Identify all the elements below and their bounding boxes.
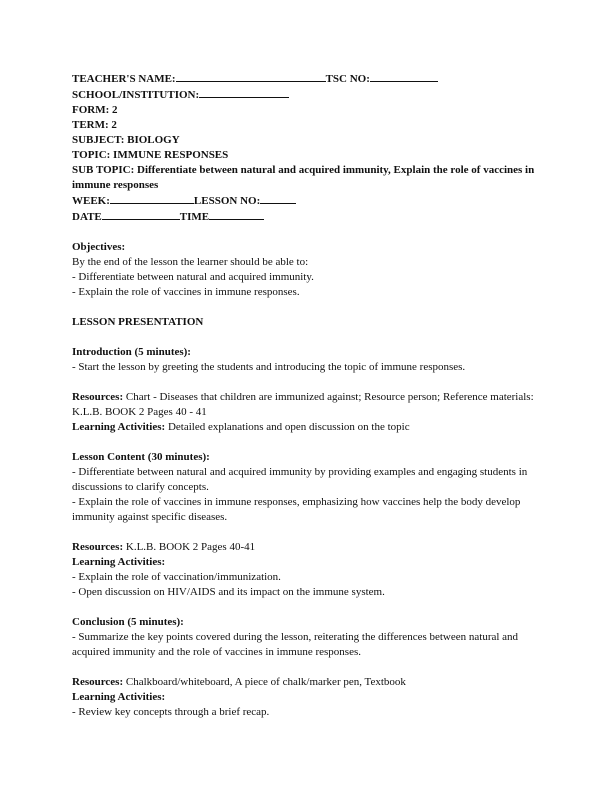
date-label: DATE — [72, 211, 102, 223]
date-row — [72, 209, 542, 225]
learning-activity-item: - Explain the role of vaccination/immunization. — [72, 571, 281, 583]
time-field[interactable] — [209, 209, 264, 220]
conclusion-item: - Summarize the key points covered during the lesson, reiterating the differences between natural and acquired immunity and the role of vaccines in immune responses. — [72, 631, 519, 658]
spacer — [72, 435, 542, 450]
learning-activities-text: Detailed explanations and open discussion on the topic — [165, 421, 410, 433]
form-line: FORM: 2 — [72, 104, 118, 116]
term-line: TERM: 2 — [72, 119, 117, 131]
resources-text: Chalkboard/whiteboard, A piece of chalk/marker pen, Textbook — [123, 676, 406, 688]
lesson-content-section — [72, 450, 542, 600]
teacher-name-field[interactable] — [176, 71, 326, 82]
subject-line: SUBJECT: BIOLOGY — [72, 134, 180, 146]
week-row — [72, 193, 542, 209]
objectives-intro: By the end of the lesson the learner should be able to: — [72, 256, 309, 268]
tsc-no-field[interactable] — [370, 71, 438, 82]
resources-label: Resources: — [72, 391, 124, 403]
introduction-item: - Start the lesson by greeting the students and introducing the topic of immune responses. — [72, 361, 466, 373]
spacer — [72, 375, 542, 390]
sub-topic-line: SUB TOPIC: Differentiate between natural and acquired immunity, Explain the role of vaccines in immune responses — [72, 164, 535, 191]
teacher-name-row — [72, 71, 542, 87]
date-field[interactable] — [102, 209, 180, 220]
learning-activities-label: Learning Activities: — [72, 691, 166, 703]
lesson-plan-document — [72, 71, 542, 720]
objectives-section — [72, 240, 542, 300]
school-field[interactable] — [199, 87, 289, 98]
resources-text: Chart - Diseases that children are immunized against; Resource person; Reference materials: K.L.B. BOOK 2 Pages 40 - 41 — [72, 391, 534, 418]
learning-activity-item: - Open discussion on HIV/AIDS and its impact on the immune system. — [72, 586, 385, 598]
resources-text: K.L.B. BOOK 2 Pages 40-41 — [123, 541, 256, 553]
resources-label: Resources: — [72, 676, 124, 688]
introduction-heading: Introduction (5 minutes): — [72, 346, 191, 358]
spacer — [72, 225, 542, 240]
header-block — [72, 71, 542, 225]
conclusion-resources — [72, 675, 542, 690]
conclusion-section — [72, 615, 542, 720]
spacer — [72, 300, 542, 315]
introduction-activities — [72, 420, 542, 435]
lesson-content-item: - Explain the role of vaccines in immune responses, emphasizing how vaccines help the body develop immunity against specific diseases. — [72, 496, 521, 523]
lesson-no-label: LESSON NO: — [193, 195, 261, 207]
objective-item: - Explain the role of vaccines in immune responses. — [72, 286, 300, 298]
school-row — [72, 87, 542, 103]
spacer — [72, 600, 542, 615]
spacer — [72, 525, 542, 540]
time-label: TIME — [179, 211, 210, 223]
week-label: WEEK: — [72, 195, 110, 207]
learning-activities-label: Learning Activities: — [72, 556, 166, 568]
school-label: SCHOOL/INSTITUTION: — [72, 89, 200, 101]
resources-label: Resources: — [72, 541, 124, 553]
topic-line: TOPIC: IMMUNE RESPONSES — [72, 149, 229, 161]
objective-item: - Differentiate between natural and acquired immunity. — [72, 271, 314, 283]
conclusion-heading: Conclusion (5 minutes): — [72, 616, 184, 628]
lesson-content-resources — [72, 540, 542, 555]
lesson-content-item: - Differentiate between natural and acquired immunity by providing examples and engaging students in discussions to clarify concepts. — [72, 466, 528, 493]
teacher-name-label: TEACHER'S NAME: — [72, 73, 176, 85]
tsc-no-label: TSC NO: — [325, 73, 370, 85]
week-field[interactable] — [110, 193, 194, 204]
introduction-section — [72, 345, 542, 435]
spacer — [72, 330, 542, 345]
lesson-content-heading: Lesson Content (30 minutes): — [72, 451, 210, 463]
learning-activities-label: Learning Activities: — [72, 421, 166, 433]
spacer — [72, 660, 542, 675]
learning-activity-item: - Review key concepts through a brief recap. — [72, 706, 270, 718]
lesson-presentation-heading: LESSON PRESENTATION — [72, 316, 204, 328]
lesson-no-field[interactable] — [260, 193, 296, 204]
introduction-resources — [72, 390, 542, 420]
objectives-heading: Objectives: — [72, 241, 126, 253]
